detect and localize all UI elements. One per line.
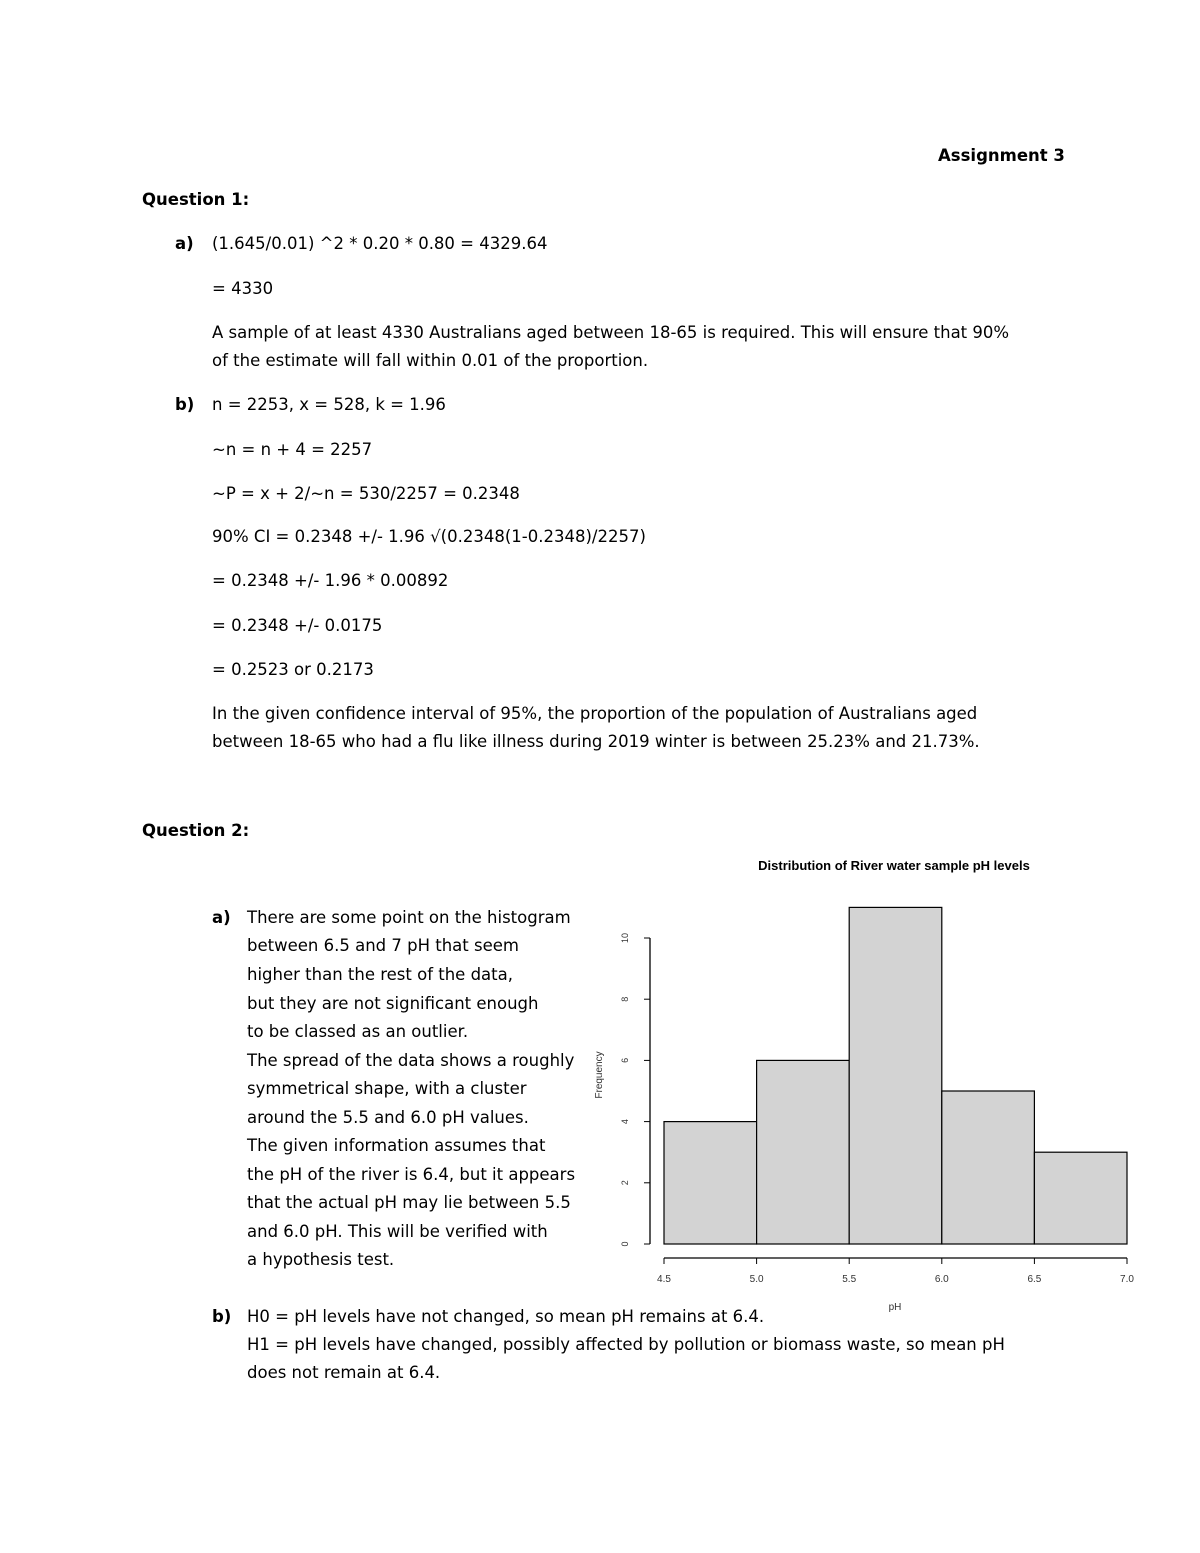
q2a-line: and 6.0 pH. This will be verified with bbox=[247, 1222, 548, 1241]
x-tick-label: 5.0 bbox=[749, 1274, 764, 1285]
q2a-line: the pH of the river is 6.4, but it appears bbox=[247, 1165, 576, 1184]
x-axis-label: pH bbox=[888, 1302, 902, 1313]
q1b-line: = 0.2348 +/- 0.0175 bbox=[212, 616, 383, 635]
question-1-heading: Question 1: bbox=[142, 190, 250, 209]
y-axis-label: Frequency bbox=[594, 1051, 605, 1099]
y-tick-label: 8 bbox=[620, 996, 630, 1002]
x-tick-label: 7.0 bbox=[1120, 1274, 1134, 1285]
q2-part-a-label: a) bbox=[212, 908, 231, 927]
x-tick-label: 4.5 bbox=[657, 1274, 671, 1285]
histogram-bar bbox=[1034, 1152, 1127, 1244]
q2a-line: higher than the rest of the data, bbox=[247, 965, 513, 984]
q2a-line: that the actual pH may lie between 5.5 bbox=[247, 1193, 571, 1212]
q2-part-b-label: b) bbox=[212, 1307, 232, 1326]
q1b-line: = 0.2523 or 0.2173 bbox=[212, 660, 374, 679]
q1a-formula: (1.645/0.01) ^2 * 0.20 * 0.80 = 4329.64 bbox=[212, 234, 548, 253]
q1-part-b-label: b) bbox=[175, 395, 195, 414]
q1b-line: ~P = x + 2/~n = 530/2257 = 0.2348 bbox=[212, 484, 520, 503]
x-tick-label: 5.5 bbox=[842, 1274, 857, 1285]
y-tick-label: 4 bbox=[620, 1119, 630, 1125]
q1b-line: ~n = n + 4 = 2257 bbox=[212, 440, 373, 459]
histogram-bar bbox=[757, 1060, 850, 1244]
q1b-conclusion-line2: between 18-65 who had a flu like illness during 2019 winter is between 25.23% and 21.73%. bbox=[212, 732, 980, 751]
y-tick-label: 0 bbox=[620, 1241, 630, 1247]
q2a-line: The spread of the data shows a roughly bbox=[247, 1051, 575, 1070]
q2a-line: around the 5.5 and 6.0 pH values. bbox=[247, 1108, 529, 1127]
q2b-h1-line2: does not remain at 6.4. bbox=[247, 1363, 441, 1382]
x-tick-label: 6.5 bbox=[1027, 1274, 1042, 1285]
q2a-line: There are some point on the histogram bbox=[247, 908, 571, 927]
q2a-line: a hypothesis test. bbox=[247, 1250, 395, 1269]
chart-title: Distribution of River water sample pH levels bbox=[758, 858, 1030, 873]
histogram-bar bbox=[849, 907, 942, 1244]
histogram-bar bbox=[664, 1122, 757, 1244]
assignment-title: Assignment 3 bbox=[938, 146, 1065, 165]
q1b-line: n = 2253, x = 528, k = 1.96 bbox=[212, 395, 446, 414]
q1b-conclusion-line1: In the given confidence interval of 95%, the proportion of the population of Australians aged bbox=[212, 704, 978, 723]
q1a-explanation-line1: A sample of at least 4330 Australians aged between 18-65 is required. This will ensure that 90% bbox=[212, 323, 1010, 342]
histogram-bar bbox=[942, 1091, 1035, 1244]
q2a-line: to be classed as an outlier. bbox=[247, 1022, 469, 1041]
q1-part-a-label: a) bbox=[175, 234, 194, 253]
ph-histogram bbox=[590, 850, 1190, 1320]
q2a-line: symmetrical shape, with a cluster bbox=[247, 1079, 527, 1098]
y-tick-label: 2 bbox=[620, 1180, 630, 1186]
q2a-line: The given information assumes that bbox=[247, 1136, 546, 1155]
q1a-explanation-line2: of the estimate will fall within 0.01 of the proportion. bbox=[212, 351, 649, 370]
q1b-line: 90% CI = 0.2348 +/- 1.96 √(0.2348(1-0.2348)/2257) bbox=[212, 527, 646, 546]
q1a-rounded: = 4330 bbox=[212, 279, 274, 298]
y-tick-label: 6 bbox=[620, 1057, 630, 1063]
q2a-line: between 6.5 and 7 pH that seem bbox=[247, 936, 519, 955]
question-2-heading: Question 2: bbox=[142, 821, 250, 840]
q2b-h0: H0 = pH levels have not changed, so mean pH remains at 6.4. bbox=[247, 1307, 765, 1326]
q2a-line: but they are not significant enough bbox=[247, 994, 539, 1013]
q2b-h1-line1: H1 = pH levels have changed, possibly affected by pollution or biomass waste, so mean pH bbox=[247, 1335, 1005, 1354]
y-tick-label: 10 bbox=[620, 932, 630, 944]
x-tick-label: 6.0 bbox=[934, 1274, 949, 1285]
q1b-line: = 0.2348 +/- 1.96 * 0.00892 bbox=[212, 571, 449, 590]
